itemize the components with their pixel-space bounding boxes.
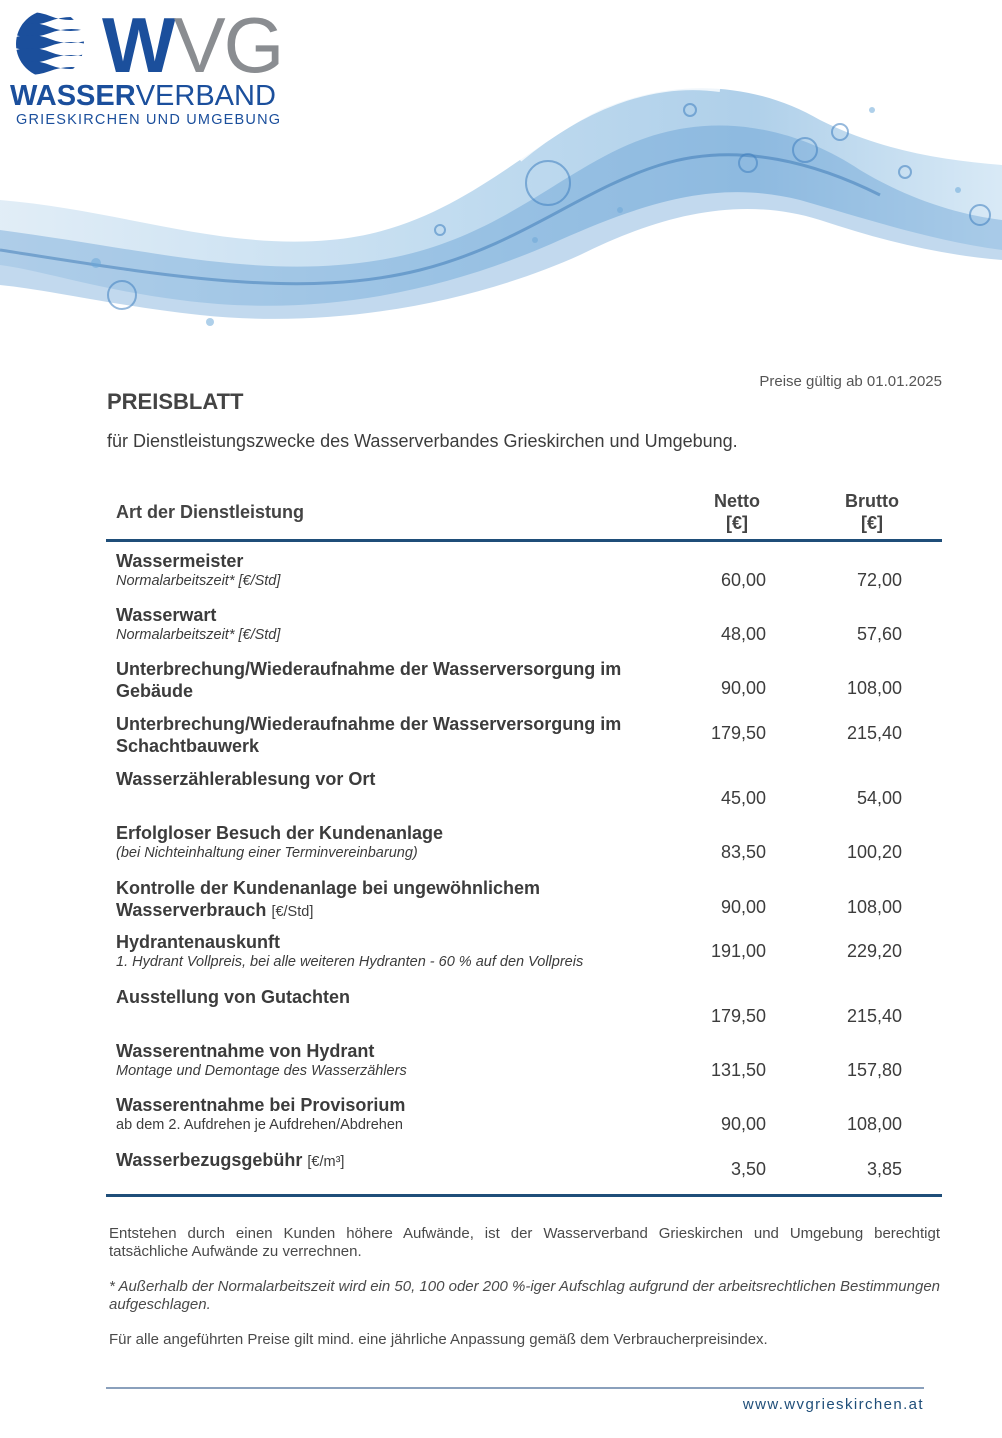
- column-header-net: Netto [€]: [714, 491, 760, 533]
- service-unit: [€/Std]: [271, 904, 314, 920]
- service-name: Unterbrechung/Wiederaufnahme der Wasserversorgung im Schachtbauwerk: [116, 714, 622, 756]
- logo-letters: WVG: [102, 1, 283, 89]
- service-name: Ausstellung von Gutachten: [116, 987, 351, 1007]
- service-note: Normalarbeitszeit* [€/Std]: [116, 627, 281, 643]
- service-name: Wasserentnahme bei Provisorium ab dem 2. Aufdrehen je Aufdrehen/Abdrehen: [116, 1094, 676, 1134]
- net-price: 48,00: [720, 624, 766, 644]
- note-overtime: * Außerhalb der Normalarbeitszeit wird ein 50, 100 oder 200 %-iger Aufschlag aufgrund der arbeitsrechtlichen Bestimmungen aufgeschlagen.: [109, 1278, 940, 1313]
- service-name: Kontrolle der Kundenanlage bei ungewöhnlichem Wasserverbrauch [€/Std]: [116, 878, 541, 920]
- gross-price: 108,00: [846, 1114, 902, 1134]
- net-price: 60,00: [720, 570, 766, 590]
- service-name: Wasserbezugsgebühr [€/m³]: [116, 1150, 345, 1170]
- net-price: 3,50: [730, 1159, 766, 1179]
- notes: [109, 1225, 940, 1366]
- table-body: [106, 542, 942, 1197]
- net-price: 90,00: [720, 678, 766, 698]
- wave-logo-icon: [10, 8, 92, 80]
- gross-price: 229,20: [846, 941, 902, 961]
- gross-price: 215,40: [846, 1006, 902, 1026]
- net-price: 90,00: [720, 1114, 766, 1134]
- page-title: PREISBLATT: [107, 389, 244, 414]
- service-name: Wasserzählerablesung vor Ort: [116, 769, 376, 789]
- net-price: 45,00: [720, 788, 766, 808]
- column-header-gross: Brutto [€]: [845, 491, 899, 533]
- net-price: 179,50: [710, 1006, 766, 1026]
- gross-price: 100,20: [846, 842, 902, 862]
- service-unit: [€/m³]: [307, 1154, 345, 1170]
- service-note: 1. Hydrant Vollpreis, bei alle weiteren Hydranten - 60 % auf den Vollpreis: [116, 954, 584, 970]
- logo-wordmark: WASSERVERBAND: [10, 80, 276, 112]
- price-table: [106, 484, 942, 1197]
- gross-price: 108,00: [846, 897, 902, 917]
- service-name: Erfolgloser Besuch der Kundenanlage (bei Nichteinhaltung einer Terminvereinbarung): [116, 822, 676, 862]
- service-name: Hydrantenauskunft 1. Hydrant Vollpreis, bei alle weiteren Hydranten - 60 % auf den Vollpreis: [116, 931, 676, 971]
- service-name: Wasserentnahme von Hydrant Montage und Demontage des Wasserzählers: [116, 1040, 676, 1080]
- net-price: 191,00: [710, 941, 766, 961]
- gross-price: 72,00: [856, 570, 902, 590]
- gross-price: 57,60: [856, 624, 902, 644]
- footer-divider: [106, 1387, 924, 1389]
- valid-from-date: Preise gültig ab 01.01.2025: [759, 373, 942, 390]
- gross-price: 3,85: [866, 1159, 902, 1179]
- website-link[interactable]: www.wvgrieskirchen.at: [742, 1396, 924, 1413]
- net-price: 179,50: [710, 723, 766, 743]
- service-name: Wassermeister Normalarbeitszeit* [€/Std]: [116, 550, 676, 590]
- column-header-service: Art der Dienstleistung: [116, 502, 305, 522]
- net-price: 90,00: [720, 897, 766, 917]
- logo: [10, 1, 283, 128]
- service-name: Unterbrechung/Wiederaufnahme der Wasserversorgung im Gebäude: [116, 659, 622, 701]
- gross-price: 54,00: [856, 788, 902, 808]
- service-note: Normalarbeitszeit* [€/Std]: [116, 573, 281, 589]
- net-price: 83,50: [720, 842, 766, 862]
- service-note: Montage und Demontage des Wasserzählers: [116, 1063, 407, 1079]
- table-header: [106, 484, 942, 542]
- note-extra-costs: Entstehen durch einen Kunden höhere Aufwände, ist der Wasserverband Grieskirchen und Umgebung berechtigt tatsächliche Aufwände zu verrechnen.: [109, 1225, 940, 1260]
- service-note: (bei Nichteinhaltung einer Terminvereinbarung): [116, 845, 418, 861]
- gross-price: 157,80: [846, 1060, 902, 1080]
- net-price: 131,50: [710, 1060, 766, 1080]
- logo-tagline: GRIESKIRCHEN UND UMGEBUNG: [16, 112, 282, 128]
- service-name: Wasserwart Normalarbeitszeit* [€/Std]: [116, 604, 676, 644]
- gross-price: 108,00: [846, 678, 902, 698]
- service-note: ab dem 2. Aufdrehen je Aufdrehen/Abdrehen: [116, 1117, 403, 1133]
- gross-price: 215,40: [846, 723, 902, 743]
- note-price-index: Für alle angeführten Preise gilt mind. eine jährliche Anpassung gemäß dem Verbraucherpreisindex.: [109, 1331, 768, 1348]
- page-subtitle: für Dienstleistungszwecke des Wasserverbandes Grieskirchen und Umgebung.: [107, 431, 738, 451]
